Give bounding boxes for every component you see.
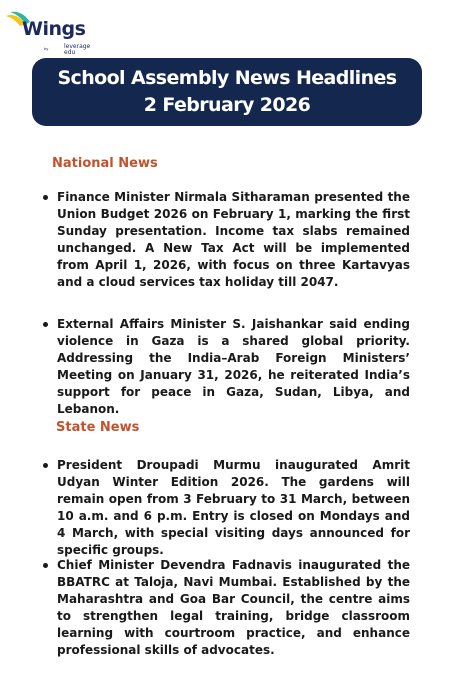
news-text: Finance Minister Nirmala Sitharaman presented the Union Budget 2026 on February 1, marking the first Sunday presentation. Income tax slabs remained unchanged. A New Tax Act will be implemented from April 1, 2026, with focus on three Kartavyas and a cloud services tax holiday till 2047. bbox=[57, 190, 410, 289]
title-banner bbox=[32, 58, 422, 126]
news-text: Chief Minister Devendra Fadnavis inaugurated the BBATRC at Taloja, Navi Mumbai. Established by the Maharashtra and Goa Bar Council, the centre aims to strengthen legal training, bridge classroom learning with courtroom practice, and enhance professional skills of advocates. bbox=[57, 558, 410, 657]
news-item bbox=[42, 189, 410, 291]
bullet-icon bbox=[43, 322, 48, 327]
brand-tagline: leverage edu bbox=[64, 43, 91, 56]
news-item bbox=[42, 557, 410, 659]
section-heading-state: State News bbox=[56, 420, 140, 435]
wings-logo bbox=[4, 8, 94, 58]
brand-by: by bbox=[44, 46, 49, 51]
news-text: External Affairs Minister S. Jaishankar said ending violence in Gaza is a shared global priority. Addressing the India–Arab Foreign Ministers’ Meeting on January 31, 2026, he reiterated India’s support for peace in Gaza, Sudan, Libya, and Lebanon. bbox=[57, 317, 410, 416]
brand-name: Wings bbox=[22, 18, 86, 40]
news-item bbox=[42, 457, 410, 559]
bullet-icon bbox=[43, 463, 48, 468]
news-item bbox=[42, 316, 410, 418]
bullet-icon bbox=[43, 195, 48, 200]
news-text: President Droupadi Murmu inaugurated Amrit Udyan Winter Edition 2026. The gardens will remain open from 3 February to 31 March, between 10 a.m. and 6 p.m. Entry is closed on Mondays and 4 March, with special visiting days announced for specific groups. bbox=[57, 458, 410, 557]
page-date: 2 February 2026 bbox=[143, 94, 311, 116]
section-heading-national: National News bbox=[52, 156, 158, 171]
bullet-icon bbox=[43, 563, 48, 568]
page-title: School Assembly News Headlines bbox=[57, 67, 397, 89]
